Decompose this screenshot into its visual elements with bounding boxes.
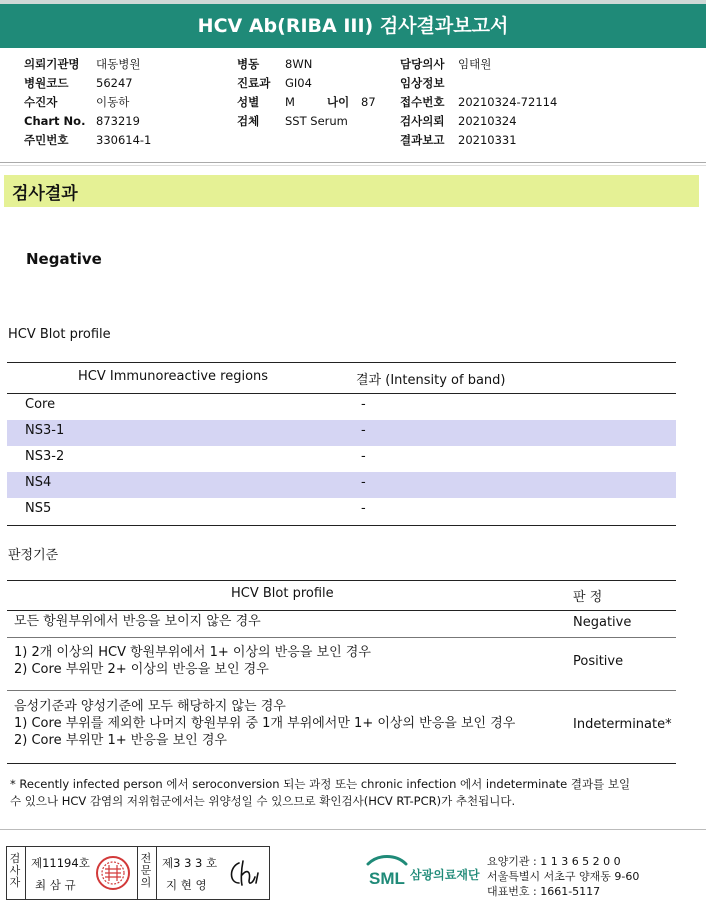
info-row [400,93,557,112]
table-line [7,610,676,611]
age-value: 87 [361,95,376,109]
blot-region: NS4 [25,475,52,490]
info-column-3 [400,55,557,150]
info-value: 20210324-72114 [458,95,558,109]
info-value: 이동하 [96,95,130,109]
table-line [7,580,676,581]
info-row [400,131,557,150]
criteria-text: 모든 항원부위에서 반응을 보이지 않은 경우 [14,614,261,629]
table-line [7,362,676,363]
criteria-text: 1) 2개 이상의 HCV 항원부위에서 1+ 이상의 반응을 보인 경우 [14,645,371,660]
info-value: 56247 [96,76,133,90]
criteria-text: 2) Core 부위만 1+ 반응을 보인 경우 [14,733,227,748]
label-char: 사 [9,864,21,877]
box-divider [137,847,138,899]
label-char: 검 [9,852,21,865]
info-row [24,131,151,150]
row-shade [7,420,676,446]
blot-result: - [361,501,366,516]
info-value: GI04 [285,76,312,90]
info-value: 873219 [96,114,140,128]
row-shade [7,472,676,498]
box-divider [25,847,26,899]
info-value: M [285,95,295,109]
info-value: 8WN [285,57,313,71]
label-char: 문 [140,864,152,877]
info-row [237,74,376,93]
sml-logo-icon [366,852,408,892]
criteria-text: 음성기준과 양성기준에 모두 해당하지 않는 경우 [14,699,286,714]
table-line [7,393,676,394]
info-label: 검체 [237,114,260,128]
box-divider [156,847,157,899]
blot-result: - [361,397,366,412]
criteria-verdict: Negative [573,615,632,630]
blot-title: HCV Blot profile [8,327,111,342]
info-label: 진료과 [237,76,271,90]
info-value: SST Serum [285,114,348,128]
table-line [7,690,676,691]
criteria-title: 판정기준 [8,548,59,563]
info-row [24,55,151,74]
blot-header-region: HCV Immunoreactive regions [78,369,269,384]
inspector-label [8,853,22,889]
info-row [24,93,151,112]
info-row [237,93,376,112]
blot-region: NS3-2 [25,449,65,464]
info-column-2 [237,55,376,131]
label-char: 전 [140,852,152,865]
result-value: Negative [26,250,102,268]
info-divider [0,165,706,166]
blot-region: NS5 [25,501,52,516]
handwritten-signature-icon [225,857,265,891]
criteria-text: 1) Core 부위를 제외한 나머지 항원부위 중 1개 부위에서만 1+ 이상의 반응을 보인 경우 [14,716,516,731]
info-label: Chart No. [24,114,86,128]
info-row [24,74,151,93]
section-header [4,175,699,207]
seal-stamp-icon [95,855,131,891]
label-char: 의 [140,876,152,889]
inspector-number: 제11194호 [31,856,90,870]
info-label: 접수번호 [400,95,445,109]
footnote [10,776,700,810]
company-line: 요양기관 : 1 1 3 6 5 2 0 0 [487,855,621,868]
footnote-line: 수 있으나 HCV 감염의 저위험군에서는 위양성일 수 있으므로 확인검사(HCV RT-PCR)가 추천됩니다. [10,794,516,808]
inspector-name: 최 삼 규 [35,878,76,892]
info-row [400,112,557,131]
table-line [7,637,676,638]
signature-box [6,846,270,900]
criteria-header-verdict: 판 정 [573,590,603,605]
blot-header-result: 결과 (Intensity of band) [356,373,506,388]
criteria-header-profile: HCV Blot profile [231,586,334,601]
footer-divider [0,829,706,830]
info-row [400,74,557,93]
blot-region: Core [25,397,56,412]
info-value: 대동병원 [96,57,141,71]
specialist-label [139,853,153,889]
info-label: 주민번호 [24,133,69,147]
info-divider [0,162,706,163]
criteria-text: 2) Core 부위만 2+ 이상의 반응을 보인 경우 [14,662,269,677]
footnote-line: * Recently infected person 에서 seroconversion 되는 과정 또는 chronic infection 에서 indeterminate 결과를 보일 [10,777,631,791]
info-label: 담당의사 [400,57,445,71]
info-value: 20210331 [458,133,517,147]
specialist-number: 제3 3 3 호 [162,856,218,870]
info-label: 병원코드 [24,76,69,90]
logo-text: SML [369,869,405,888]
info-label: 의뢰기관명 [24,57,80,71]
info-row [24,112,151,131]
info-value: 임태원 [458,57,492,71]
blot-region: NS3-1 [25,423,65,438]
company-address [487,854,639,899]
label-char: 자 [9,876,21,889]
blot-result: - [361,475,366,490]
info-label: 병동 [237,57,260,71]
info-row [400,55,557,74]
table-line [7,763,676,764]
specialist-name: 지 현 영 [166,878,207,892]
info-label: 임상정보 [400,76,445,90]
company-line: 대표번호 : 1661-5117 [487,885,601,898]
info-column-1 [24,55,151,150]
blot-result: - [361,449,366,464]
criteria-verdict: Indeterminate* [573,717,672,732]
info-value: 330614-1 [96,133,152,147]
info-label: 결과보고 [400,133,445,147]
section-title: 검사결과 [12,184,78,204]
report-title: HCV Ab(RIBA III) 검사결과보고서 [0,4,706,48]
info-row [237,112,376,131]
info-row [237,55,376,74]
info-label: 수진자 [24,95,58,109]
info-label: 성별 [237,95,260,109]
info-label: 검사의뢰 [400,114,445,128]
age-label: 나이 [327,95,350,109]
table-line [7,525,676,526]
info-value: 20210324 [458,114,517,128]
company-name: 삼광의료재단 [410,868,480,882]
criteria-verdict: Positive [573,654,624,669]
company-line: 서울특별시 서초구 양재동 9-60 [487,870,640,883]
blot-result: - [361,423,366,438]
